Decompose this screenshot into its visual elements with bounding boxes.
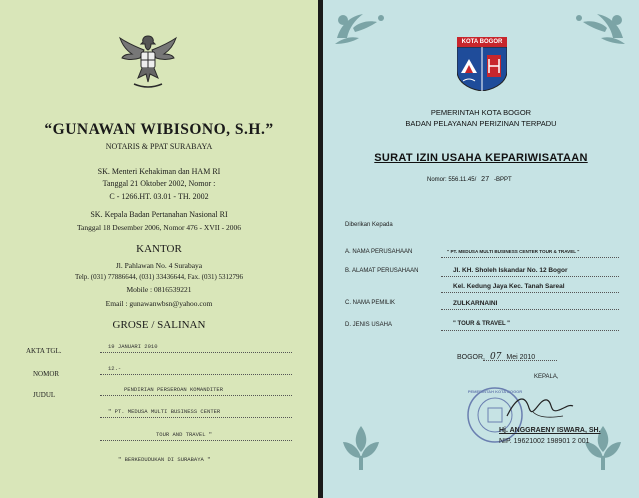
signer-name: Hj. ANGGRAENY ISWARA, SH. (499, 427, 601, 434)
judul-underline1 (100, 395, 292, 396)
field-owner-value: ZULKARNAINI (453, 300, 498, 307)
office-mobile: Mobile : 0816539221 (126, 285, 192, 294)
date-place: BOGOR, (457, 354, 486, 361)
field-address-value2: Kel. Kedung Jaya Kec. Tanah Sareal (453, 283, 565, 290)
field-business-type-value: " TOUR & TRAVEL " (453, 321, 511, 327)
stamp-text: PEMERINTAH KOTA BOGOR (467, 389, 523, 394)
number-value: 27 (480, 176, 490, 184)
judul-underline3 (100, 440, 292, 441)
field-owner-label: C. NAMA PEMILIK (345, 300, 396, 306)
notary-name: “GUNAWAN WIBISONO, S.H.” (44, 121, 274, 138)
gov-line1: PEMERINTAH KOTA BOGOR (430, 108, 532, 117)
kota-bogor-crest-icon (457, 37, 507, 91)
judul-line4: " BERKEDUDUKAN DI SURABAYA " (118, 456, 211, 463)
nomor-underline (100, 374, 292, 375)
tourism-license-page (323, 0, 639, 498)
date-month-year: Mei 2010 (506, 354, 536, 361)
field-company-name-label: A. NAMA PERUSAHAAN (345, 249, 413, 255)
judul-underline2 (100, 417, 292, 418)
judul-line1: PENDIRIAN PERSEROAN KOMANDITER (124, 386, 224, 393)
field-address-value1: Jl. KH. Sholeh Iskandar No. 12 Bogor (453, 267, 568, 274)
sk2-line1: SK. Kepala Badan Pertanahan Nasional RI (90, 210, 228, 219)
notary-cover-page (0, 0, 318, 498)
sk2-line2: Tanggal 18 Desember 2006, Nomor 476 - XVII - 2006 (76, 223, 242, 232)
floral-corner-ornament-icon (567, 8, 627, 46)
field-company-name-underline (441, 257, 619, 258)
office-address: Jl. Pahlawan No. 4 Surabaya (115, 261, 203, 270)
sk1-line2: Tanggal 21 Oktober 2002, Nomor : (102, 179, 216, 188)
nomor-label: NOMOR (33, 370, 60, 378)
field-address-label: B. ALAMAT PERUSAHAAN (345, 268, 419, 274)
document-title: SURAT IZIN USAHA KEPARIWISATAAN (374, 152, 588, 164)
office-heading: KANTOR (136, 243, 182, 255)
judul-line2: " PT. MEDUSA MULTI BUSINESS CENTER (108, 408, 221, 415)
signer-nip: NIP. 19621002 198901 2 001 (499, 438, 590, 445)
office-phone: Telp. (031) 77886644, (031) 33436644, Fax. (031) 5312796 (74, 273, 244, 281)
crest-label: KOTA BOGOR (457, 37, 507, 47)
garuda-emblem-icon (116, 30, 180, 94)
nomor-value: 12.- (108, 365, 122, 372)
judul-label: JUDUL (33, 391, 56, 399)
given-to-label: Diberikan Kepada (345, 222, 393, 228)
sk1-line1: SK. Menteri Kehakiman dan HAM RI (97, 167, 221, 176)
gov-line2: BADAN PELAYANAN PERIZINAN TERPADU (405, 119, 557, 128)
judul-line3: TOUR AND TRAVEL " (156, 431, 213, 438)
date-underline (483, 360, 557, 361)
head-title: KEPALA, (534, 374, 559, 380)
date-day: 07 (489, 352, 502, 362)
field-address-underline1 (441, 276, 619, 277)
number-suffix: -BPPT (494, 177, 512, 183)
floral-corner-ornament-icon (333, 8, 393, 46)
akta-value: 19 JANUARI 2010 (108, 343, 158, 350)
field-company-name-value: " PT. MEDUSA MULTI BUSINESS CENTER TOUR & TRAVEL " (447, 249, 580, 254)
notary-subtitle: NOTARIS & PPAT SURABAYA (105, 142, 213, 151)
sk1-line3: C - 1266.HT. 03.01 - TH. 2002 (109, 192, 209, 201)
akta-label: AKTA TGL. (26, 347, 62, 355)
number-label: Nomor: 556.11.45/ (427, 177, 477, 183)
field-business-type-label: D. JENIS USAHA (345, 322, 393, 328)
signature-scribble (503, 388, 575, 424)
akta-underline (100, 352, 292, 353)
field-address-underline2 (441, 292, 619, 293)
field-owner-underline (441, 309, 619, 310)
copy-heading: GROSE / SALINAN (112, 319, 206, 331)
field-business-type-underline (441, 330, 619, 331)
floral-corner-ornament-icon (337, 422, 385, 472)
office-email: Email : gunawanwbsn@yahoo.com (105, 299, 213, 308)
